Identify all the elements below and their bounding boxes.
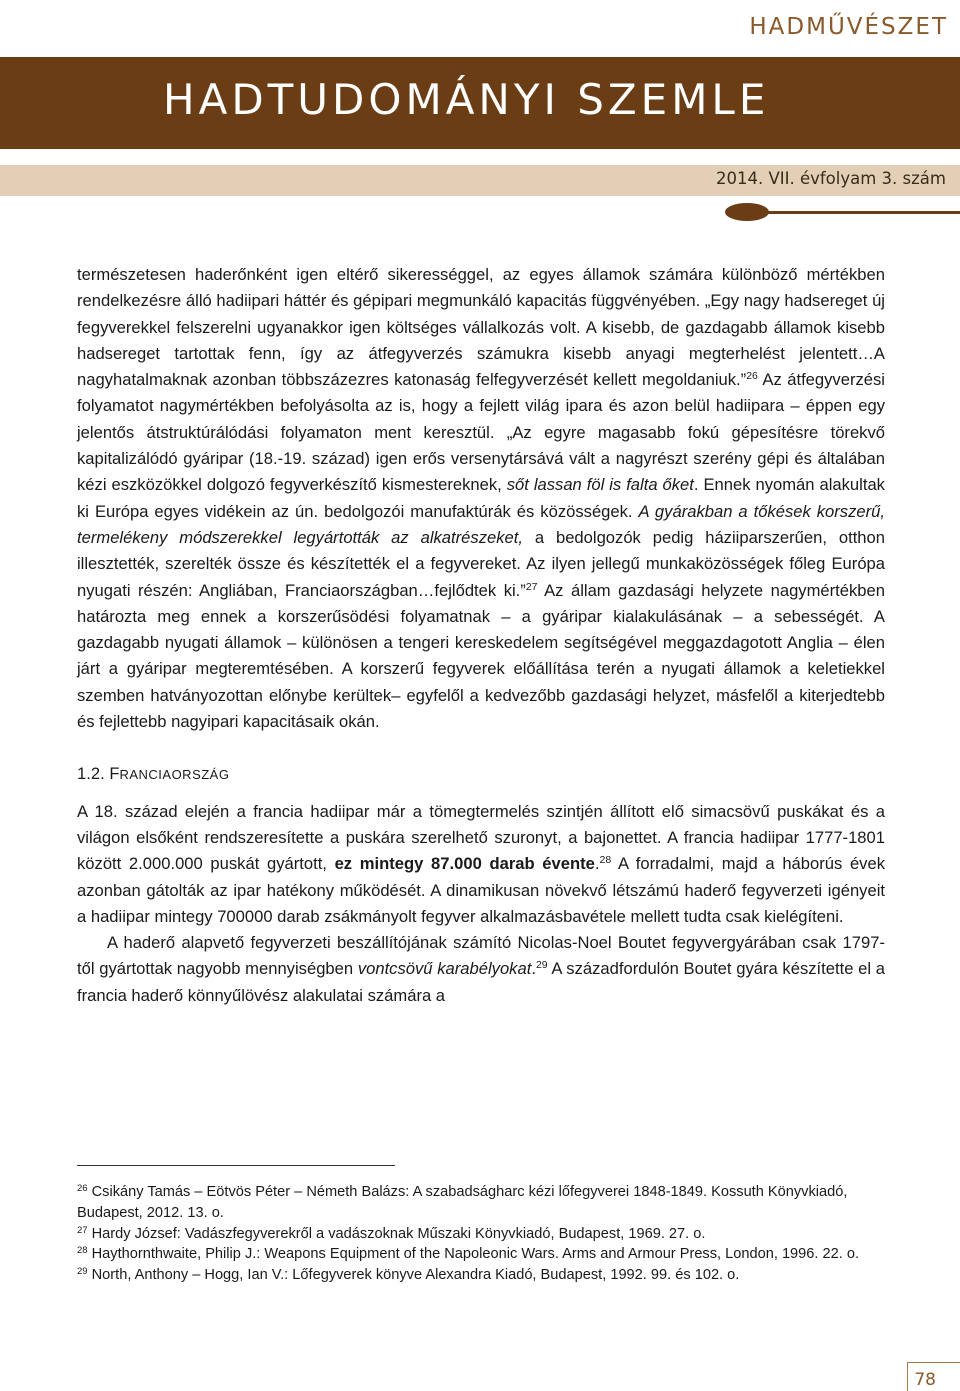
- footnote-28: $^{28}$ Haythornthwaite, Philip J.: Weapons Equipment of the Napoleonic Wars. Arms and Armour Press, London, 1996. 22. o.: [77, 1245, 860, 1263]
- section-heading: 1.2. FRANCIAORSZÁG: [77, 764, 230, 784]
- footnote-ref-29[interactable]: 29: [535, 959, 548, 972]
- footnote-27: $^{27}$ Hardy József: Vadászfegyverekről a vadászoknak Műszaki Könyvkiadó, Budapest, 1969. 27. o.: [77, 1224, 706, 1242]
- journal-title: HADTUDOMÁNYI SZEMLE: [163, 75, 770, 124]
- footnote-ref-28[interactable]: 28: [599, 854, 612, 867]
- footnote-separator: [77, 1165, 395, 1166]
- footnotes: [77, 1182, 885, 1286]
- paragraph-3: A haderő alapvető fegyverzeti beszállítójának számító Nicolas-Noel Boutet fegyvergyárában csak 1797-től gyártottak nagyobb mennyiségben vontcsövű karabélyokat.$^{29}$ A századfordulón Boutet gyára készítette el a francia haderő könnyűlövész alakulatai számára a: [77, 933, 885, 1005]
- page-corner-line: [907, 1362, 908, 1391]
- paragraph-1: természetesen haderőnként igen eltérő sikerességgel, az egyes államok számára különböző mértékben rendelkezésre álló hadiipari háttér és gépipari megmunkáló kapacitás függvényében. „Egy nagy hadsereget új fegyverekkel felszerelni ugyanakkor igen költséges vállalkozás volt. A kisebb, de gazdagabb államok kisebb hadsereget tartottak fenn, így az átfegyverzés számukra kisebb anyagi megterhelést jelentett…A nagyhatalmaknak azonban többszázezres katonaság felfegyverzését kellett megoldaniuk.”$^{26}$ Az átfegyverzési folyamatot nagymértékben befolyásolta az is, hogy a fejlett világ ipara és azon belül hadiipara – éppen egy jelentős átstruktúrálódási folyamaton ment keresztül. „Az egyre magasabb fokú gépesítésre törekvő kapitalizálódó gyáripar (18.-19. század) igen erős versenytársává vált a nagyrészt szerény gépi és általában kézi eszközökkel dolgozó fegyverkészítő kismestereknek, sőt lassan föl is falta őket. Ennek nyomán alakultak ki Európa egyes vidékein az ún. bedolgozói manufaktúrák és közösségek. A gyárakban a tőkések korszerű, termelékeny módszerekkel legyártották az alkatrészeket, a bedolgozók pedig háziiparszerűen, otthon illesztették, szerelték össze és készítették el a fegyvereket. Az ilyen jellegű munkaközösségek főleg Európa nyugati részén: Angliában, Franciaországban…fejlődtek ki.”$^{27}$ Az állam gazdasági helyzete nagymértékben határozta meg ennek a korszerűsödési folyamatnak – a gyáripar kialakulásának – a sebességét. A gazdagabb nyugati államok – különösen a tengeri kereskedelem segítségével meggazdagotott Anglia – élen járt a gyáripar megteremtésében. A korszerű fegyverek előállítása terén a nyugati államok a keletiekkel szemben hatványozottan előnybe kerültek– egyfelől a kedvezőbb gazdasági helyzet, másfelől a kiterjedtebb és fejlettebb nagyipari kapacitásaik okán.: [77, 265, 885, 732]
- page-corner-line: [907, 1362, 960, 1363]
- decorative-rule: [758, 211, 960, 214]
- paragraph-2: A 18. század elején a francia hadiipar már a tömegtermelés szintjén állított elő simacsövű puskákat és a világon elsőként rendszeresítette a puskára szerelhető szuronyt, a bajonettet. A francia hadiipar 1777-1801 között 2.000.000 puskát gyártott, ez mintegy 87.000 darab évente.$^{28}$ A forradalmi, majd a háborús évek azonban gátolták az ipar hatékony működését. A dinamikusan növekvő létszámú haderő fegyverzeti igényeit a hadiipar mintegy 700000 darab zsákmányolt fegyver alkalmazásbavétele mellett tudta csak kielégíteni.: [77, 801, 885, 926]
- footnote-ref-26[interactable]: 26: [746, 370, 758, 383]
- footnote-26: $^{26}$ Csikány Tamás – Eötvös Péter – Németh Balázs: A szabadságharc kézi lőfegyverei 1848-1849. Kossuth Könyvkiadó, Budapest, 2012. 13. o.: [77, 1183, 848, 1221]
- footnote-29: $^{29}$ North, Anthony – Hogg, Ian V.: Lőfegyverek könyve Alexandra Kiadó, Budapest, 1992. 99. és 102. o.: [77, 1266, 740, 1284]
- issue-bar: [0, 165, 960, 196]
- issue-label: 2014. VII. évfolyam 3. szám: [715, 169, 946, 188]
- decorative-dot: [725, 203, 769, 221]
- page-number: 78: [914, 1370, 936, 1390]
- journal-banner: [0, 57, 960, 149]
- article-body: [77, 262, 885, 1009]
- section-label: HADMŰVÉSZET: [749, 14, 948, 40]
- footnote-ref-27[interactable]: 27: [525, 580, 538, 593]
